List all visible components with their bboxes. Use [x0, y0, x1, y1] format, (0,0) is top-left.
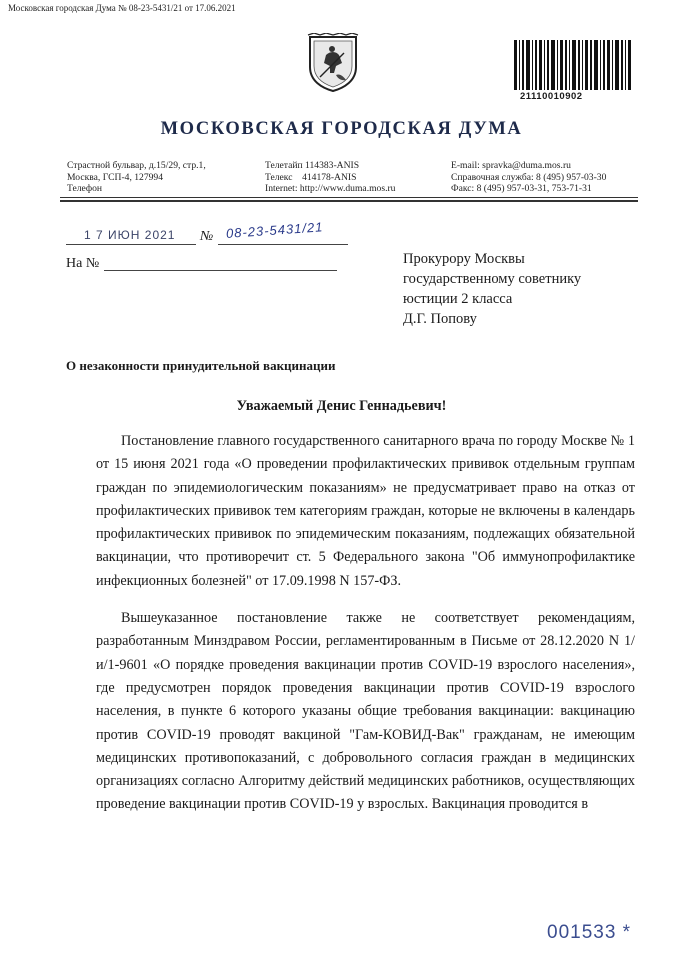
addressee-line: Прокурору Москвы [403, 251, 525, 267]
contact-line: Телетайп 114383-ANIS [265, 160, 360, 171]
number-underline [218, 244, 348, 245]
addressee-line: государственному советнику [403, 271, 582, 287]
reply-to-label: На № [66, 256, 100, 271]
header-divider [60, 200, 638, 202]
handwritten-number: 08-23-5431/21 [225, 219, 324, 241]
contact-line: Справочная служба: 8 (495) 957-03-30 [451, 171, 607, 183]
letter-subject: О незаконности принудительной вакцинации [66, 358, 336, 373]
contact-line: Факс: 8 (495) 957-03-31, 753-71-31 [451, 183, 592, 194]
addressee-block [403, 249, 581, 329]
body-paragraph: Постановление главного государственного санитарного врача по городу Москве № 1 от 15 июня 2021 года «О проведении профилактических прививок отдельным группам граждан по эпидемиологическим показаниям» не предусматривает право на отказ от профилактических прививок тем категориям граждан, которые не включены в календарь профилактических прививок по эпидемическим показаниям, подлежащих обязательной вакцинации, что противоречит ст. 5 Федерального закона "Об иммунопрофилактике инфекционных болезней" от 17.09.1998 N 157-ФЗ. [96, 433, 635, 589]
contacts-address-block [67, 160, 206, 195]
contact-line: Москва, ГСП-4, 127994 [67, 171, 164, 183]
contact-line: Internet: http://www.duma.mos.ru [265, 183, 396, 194]
date-underline [66, 244, 196, 245]
body-paragraph: Вышеуказанное постановление также не соответствует рекомендациям, разработанным Минздравом России, регламентированным в Письме от 28.12.2020 N 1/и/1-9601 «О порядке проведения вакцинации против COVID-19 взрослого населения», где предусмотрен порядок проведения вакцинации против COVID-19 взрослого населения, в пункте 6 которого указаны общие требования вакцинации: вакцинацию против COVID-19 проводят вакциной "Гам-КОВИД-Вак" гражданам, не имеющим медицинских противопоказаний, с добровольного согласия граждан в медицинских организациях согласно Алгоритму действий медицинских работников, осуществляющих проведение вакцинации против COVID-19 у взрослых. Вакцинация проводится в [96, 610, 635, 813]
number-label: № [200, 229, 214, 244]
reply-to-underline [104, 270, 337, 271]
salutation: Уважаемый Денис Геннадьевич! [236, 398, 447, 414]
addressee-line: юстиции 2 класса [403, 291, 513, 307]
organization-title: МОСКОВСКАЯ ГОРОДСКАЯ ДУМА [160, 119, 523, 139]
letter-body [96, 430, 635, 831]
document-reference-header: Московская городская Дума № 08-23-5431/21 от 17.06.2021 [8, 3, 236, 13]
contacts-email-block [451, 160, 606, 195]
addressee-line: Д.Г. Попову [403, 311, 477, 327]
barcode-icon [514, 40, 634, 90]
barcode-number: 21110010902 [520, 91, 583, 102]
date-stamp: 1 7 ИЮН 2021 [84, 228, 176, 242]
registration-stamp-number: 001533 * [547, 922, 632, 943]
contact-line: Страстной бульвар, д.15/29, стр.1, [67, 160, 206, 171]
contact-line: Телекс 414178-ANIS [265, 171, 357, 183]
moscow-coat-of-arms-icon [306, 33, 360, 93]
contact-line: E-mail: spravka@duma.mos.ru [451, 160, 571, 171]
contact-line: Телефон [67, 183, 103, 194]
header-divider [60, 197, 638, 198]
contacts-teletype-block [265, 160, 395, 195]
